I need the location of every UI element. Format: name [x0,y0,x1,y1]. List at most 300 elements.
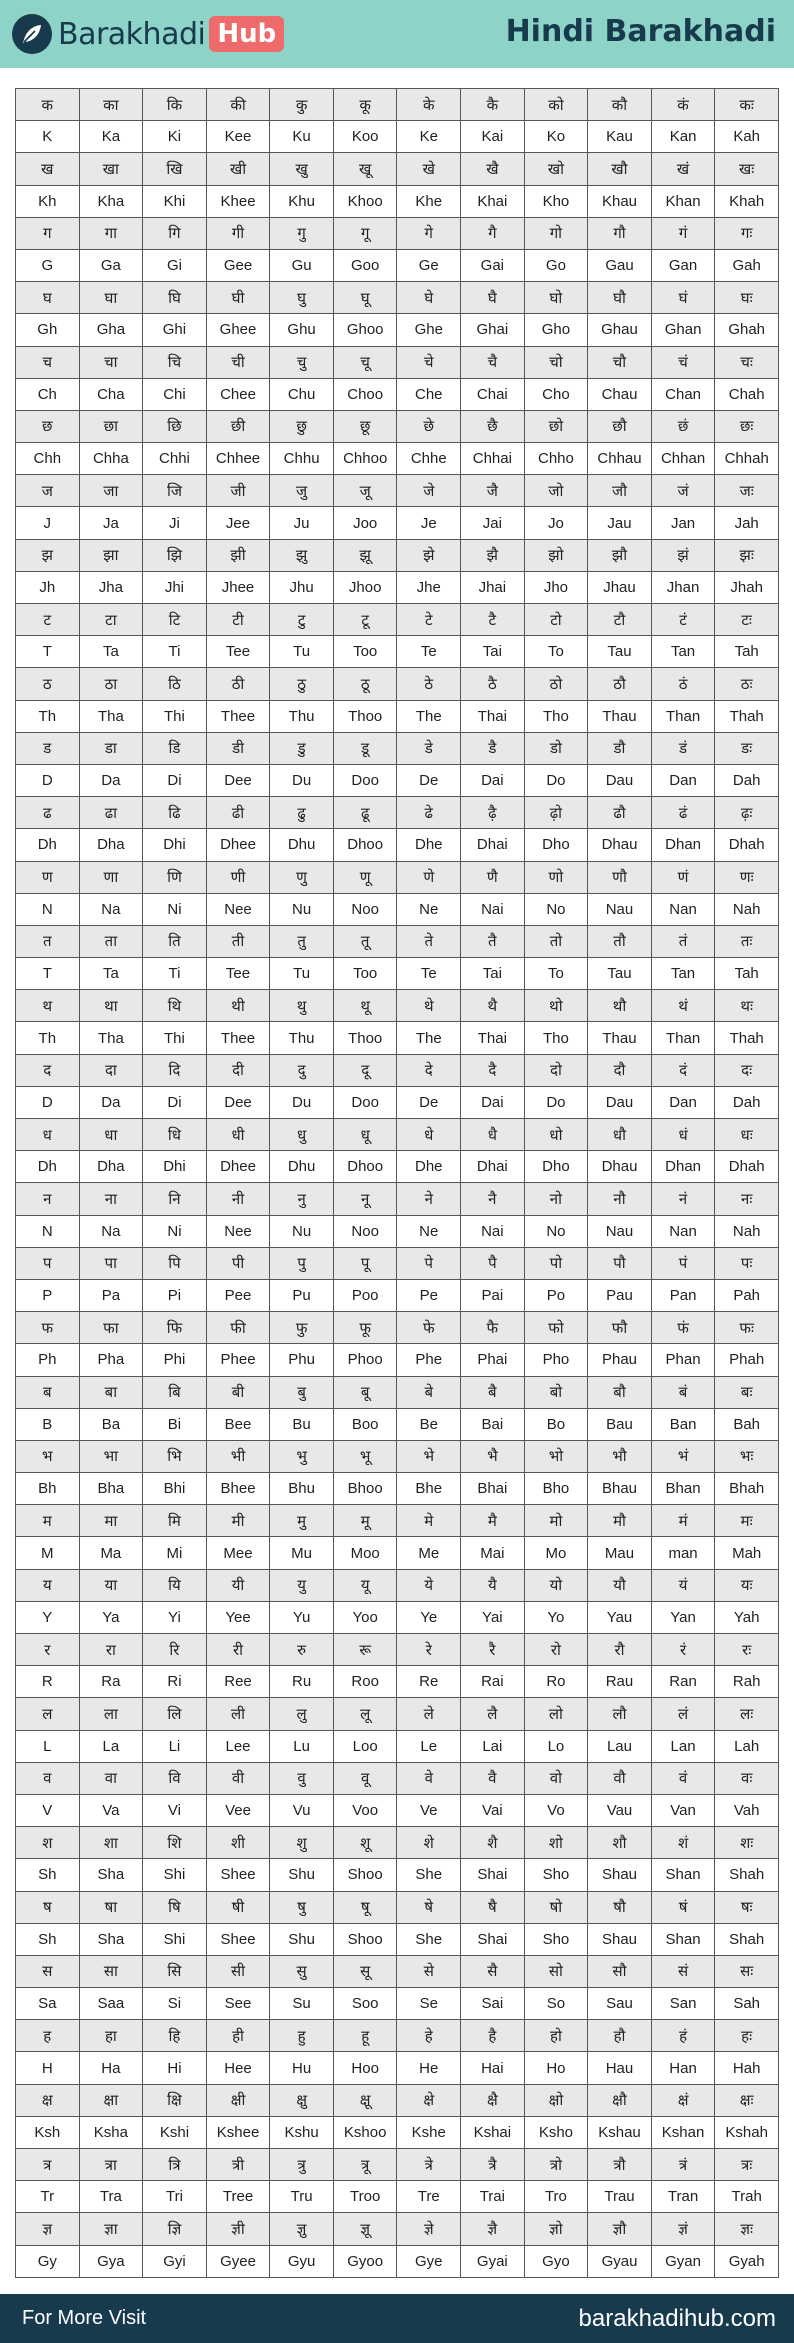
table-cell: Kshai [461,2116,525,2148]
table-cell: पू [333,1247,397,1279]
table-cell: Too [333,636,397,668]
table-cell: Po [524,1279,588,1311]
table-cell: Do [524,764,588,796]
table-cell: Van [651,1794,715,1826]
table-cell: Hau [588,2052,652,2084]
table-cell: Yee [206,1601,270,1633]
table-cell: Nu [270,893,334,925]
table-cell: घु [270,282,334,314]
table-cell: Gah [715,249,779,281]
table-cell: Shu [270,1923,334,1955]
table-cell: बौ [588,1376,652,1408]
table-cell: शि [143,1827,207,1859]
table-cell: जे [397,475,461,507]
table-cell: ही [206,2020,270,2052]
table-cell: Ri [143,1666,207,1698]
table-cell: Hai [461,2052,525,2084]
table-cell: The [397,700,461,732]
table-cell: Soo [333,1988,397,2020]
table-cell: वी [206,1762,270,1794]
table-cell: धो [524,1119,588,1151]
table-cell: Jha [79,571,143,603]
table-cell: शै [461,1827,525,1859]
table-cell: छी [206,410,270,442]
table-cell: Rai [461,1666,525,1698]
table-cell: Pu [270,1279,334,1311]
table-cell: त्रे [397,2149,461,2181]
table-cell: ढा [79,797,143,829]
table-cell: Shi [143,1859,207,1891]
table-cell: कं [651,89,715,121]
table-cell: ध [16,1119,80,1151]
table-cell: Pau [588,1279,652,1311]
table-cell: Than [651,1022,715,1054]
table-cell: च [16,346,80,378]
table-row-hindi [16,1183,779,1215]
table-cell: णै [461,861,525,893]
table-cell: Gai [461,249,525,281]
table-cell: शः [715,1827,779,1859]
table-cell: Dhan [651,829,715,861]
table-cell: Rau [588,1666,652,1698]
table-cell: टा [79,604,143,636]
table-cell: Shoo [333,1859,397,1891]
table-cell: दे [397,1054,461,1086]
table-cell: Jee [206,507,270,539]
table-cell: So [524,1988,588,2020]
table-cell: Tra [79,2181,143,2213]
table-cell: Vai [461,1794,525,1826]
table-cell: टं [651,604,715,636]
table-cell: Pho [524,1344,588,1376]
table-cell: Dah [715,1086,779,1118]
table-cell: Tu [270,958,334,990]
table-cell: Lai [461,1730,525,1762]
table-cell: Ke [397,121,461,153]
table-row-hindi [16,475,779,507]
table-row-hindi [16,2149,779,2181]
table-cell: ज्ञै [461,2213,525,2245]
table-cell: धे [397,1119,461,1151]
table-cell: Ghu [270,314,334,346]
table-cell: पो [524,1247,588,1279]
table-cell: मु [270,1505,334,1537]
table-cell: Choo [333,378,397,410]
table-cell: टे [397,604,461,636]
table-cell: त्रा [79,2149,143,2181]
table-cell: Khan [651,185,715,217]
table-cell: Pai [461,1279,525,1311]
table-cell: Ve [397,1794,461,1826]
table-cell: Dho [524,1151,588,1183]
table-cell: सु [270,1955,334,1987]
table-cell: Kshah [715,2116,779,2148]
page-title: Hindi Barakhadi [505,14,776,49]
table-cell: थः [715,990,779,1022]
logo-text: Barakhadi [58,16,206,52]
table-cell: टै [461,604,525,636]
table-row-hindi [16,1505,779,1537]
table-cell: Mai [461,1537,525,1569]
table-cell: Chu [270,378,334,410]
table-cell: ढ़ो [524,797,588,829]
table-cell: झे [397,539,461,571]
table-cell: Chhi [143,443,207,475]
table-cell: टो [524,604,588,636]
table-cell: Ju [270,507,334,539]
table-cell: Sau [588,1988,652,2020]
table-cell: दौ [588,1054,652,1086]
table-cell: Thoo [333,1022,397,1054]
table-cell: ठै [461,668,525,700]
table-cell: Gyai [461,2245,525,2277]
header-bar [0,0,794,68]
table-cell: Phe [397,1344,461,1376]
table-cell: Yu [270,1601,334,1633]
table-cell: दः [715,1054,779,1086]
table-cell: San [651,1988,715,2020]
table-cell: धा [79,1119,143,1151]
table-cell: Shah [715,1859,779,1891]
table-cell: Dh [16,1151,80,1183]
table-cell: Tai [461,958,525,990]
table-cell: Khu [270,185,334,217]
table-cell: थौ [588,990,652,1022]
table-cell: Khee [206,185,270,217]
table-cell: Chhee [206,443,270,475]
table-cell: धौ [588,1119,652,1151]
table-cell: Thi [143,1022,207,1054]
table-cell: Lan [651,1730,715,1762]
table-cell: Nau [588,1215,652,1247]
table-cell: Jhah [715,571,779,603]
table-cell: ज्ञू [333,2213,397,2245]
table-cell: Goo [333,249,397,281]
table-cell: Ghee [206,314,270,346]
table-cell: Mah [715,1537,779,1569]
table-cell: षै [461,1891,525,1923]
table-cell: Doo [333,1086,397,1118]
table-cell: Trai [461,2181,525,2213]
table-cell: Jhu [270,571,334,603]
table-cell: छौ [588,410,652,442]
table-cell: Yai [461,1601,525,1633]
table-cell: Phu [270,1344,334,1376]
table-cell: भै [461,1440,525,1472]
table-cell: क्षे [397,2084,461,2116]
table-cell: Khe [397,185,461,217]
table-cell: घः [715,282,779,314]
table-cell: Pi [143,1279,207,1311]
table-cell: डं [651,732,715,764]
table-cell: नो [524,1183,588,1215]
table-cell: षौ [588,1891,652,1923]
table-cell: Da [79,764,143,796]
table-cell: N [16,1215,80,1247]
table-cell: Dhi [143,1151,207,1183]
table-cell: Vu [270,1794,334,1826]
table-cell: णे [397,861,461,893]
table-cell: Dai [461,764,525,796]
table-cell: सै [461,1955,525,1987]
table-cell: Chhau [588,443,652,475]
table-row-hindi [16,1119,779,1151]
table-cell: Bhan [651,1473,715,1505]
table-row-hindi [16,1054,779,1086]
table-cell: य [16,1569,80,1601]
table-cell: क्षौ [588,2084,652,2116]
table-cell: गि [143,217,207,249]
table-cell: षे [397,1891,461,1923]
table-cell: जो [524,475,588,507]
table-cell: झू [333,539,397,571]
table-cell: Ni [143,1215,207,1247]
table-cell: धि [143,1119,207,1151]
table-cell: Gyu [270,2245,334,2277]
table-cell: ची [206,346,270,378]
table-row-transliteration [16,249,779,281]
table-cell: Tre [397,2181,461,2213]
table-cell: भि [143,1440,207,1472]
table-cell: लि [143,1698,207,1730]
table-cell: Tro [524,2181,588,2213]
table-cell: था [79,990,143,1022]
table-cell: Phee [206,1344,270,1376]
table-cell: Bo [524,1408,588,1440]
table-cell: D [16,764,80,796]
table-cell: Kshan [651,2116,715,2148]
table-cell: घै [461,282,525,314]
table-cell: ने [397,1183,461,1215]
table-cell: म [16,1505,80,1537]
table-cell: शू [333,1827,397,1859]
table-cell: षि [143,1891,207,1923]
table-cell: Jhan [651,571,715,603]
table-cell: Ta [79,958,143,990]
table-cell: Kshoo [333,2116,397,2148]
table-row-hindi [16,2020,779,2052]
table-cell: सः [715,1955,779,1987]
table-cell: गा [79,217,143,249]
table-cell: Mau [588,1537,652,1569]
logo[interactable] [12,12,284,56]
table-cell: Tai [461,636,525,668]
table-cell: बू [333,1376,397,1408]
table-cell: क्ष [16,2084,80,2116]
table-cell: कू [333,89,397,121]
table-cell: Lu [270,1730,334,1762]
table-cell: खै [461,153,525,185]
table-cell: डू [333,732,397,764]
table-cell: दी [206,1054,270,1086]
table-cell: ज्ञे [397,2213,461,2245]
table-cell: डौ [588,732,652,764]
logo-badge: Hub [209,16,284,52]
table-cell: Yo [524,1601,588,1633]
table-cell: Ti [143,636,207,668]
table-cell: Phah [715,1344,779,1376]
table-cell: खू [333,153,397,185]
table-cell: चि [143,346,207,378]
table-cell: Chhe [397,443,461,475]
table-cell: को [524,89,588,121]
table-cell: Ha [79,2052,143,2084]
table-cell: क्षा [79,2084,143,2116]
barakhadi-sheet [0,68,794,2294]
table-cell: Bho [524,1473,588,1505]
table-cell: त्रौ [588,2149,652,2181]
table-cell: छः [715,410,779,442]
table-cell: ट [16,604,80,636]
table-cell: Na [79,893,143,925]
table-cell: खो [524,153,588,185]
table-cell: Kshe [397,2116,461,2148]
table-cell: यि [143,1569,207,1601]
table-row-transliteration [16,1730,779,1762]
table-cell: Phan [651,1344,715,1376]
table-cell: Dhee [206,1151,270,1183]
table-row-transliteration [16,700,779,732]
table-cell: कि [143,89,207,121]
table-cell: फे [397,1312,461,1344]
table-cell: रा [79,1634,143,1666]
table-cell: बो [524,1376,588,1408]
table-cell: षं [651,1891,715,1923]
table-cell: No [524,1215,588,1247]
table-cell: षू [333,1891,397,1923]
table-cell: Kshau [588,2116,652,2148]
table-cell: दू [333,1054,397,1086]
table-cell: T [16,958,80,990]
table-cell: See [206,1988,270,2020]
table-cell: Kha [79,185,143,217]
table-cell: त्री [206,2149,270,2181]
table-cell: प [16,1247,80,1279]
table-cell: Ro [524,1666,588,1698]
table-cell: ते [397,925,461,957]
table-row-hindi [16,1569,779,1601]
table-cell: Do [524,1086,588,1118]
table-cell: सौ [588,1955,652,1987]
table-cell: Pee [206,1279,270,1311]
table-cell: मि [143,1505,207,1537]
table-cell: ढ़ै [461,797,525,829]
table-row-hindi [16,732,779,764]
table-row-transliteration [16,958,779,990]
table-cell: षो [524,1891,588,1923]
table-cell: Ka [79,121,143,153]
table-cell: क्षु [270,2084,334,2116]
table-row-transliteration [16,1151,779,1183]
table-cell: H [16,2052,80,2084]
table-cell: Thee [206,1022,270,1054]
table-cell: यू [333,1569,397,1601]
table-cell: Vo [524,1794,588,1826]
table-cell: पि [143,1247,207,1279]
table-cell: घं [651,282,715,314]
table-row-hindi [16,861,779,893]
table-cell: Ree [206,1666,270,1698]
table-cell: जु [270,475,334,507]
table-cell: हः [715,2020,779,2052]
table-cell: वि [143,1762,207,1794]
table-cell: Chho [524,443,588,475]
table-cell: भं [651,1440,715,1472]
table-row-hindi [16,410,779,442]
table-cell: Va [79,1794,143,1826]
table-row-transliteration [16,1344,779,1376]
table-cell: णा [79,861,143,893]
table-cell: Hee [206,2052,270,2084]
table-cell: श [16,1827,80,1859]
table-cell: Bai [461,1408,525,1440]
table-cell: डः [715,732,779,764]
table-cell: सं [651,1955,715,1987]
website-link[interactable]: barakhadihub.com [578,2305,776,2332]
table-cell: रो [524,1634,588,1666]
table-cell: Chi [143,378,207,410]
table-cell: Cha [79,378,143,410]
table-cell: घो [524,282,588,314]
table-row-hindi [16,217,779,249]
table-cell: ला [79,1698,143,1730]
table-cell: Khah [715,185,779,217]
table-cell: Tru [270,2181,334,2213]
table-cell: Rah [715,1666,779,1698]
table-cell: Phau [588,1344,652,1376]
table-cell: जा [79,475,143,507]
table-cell: Ran [651,1666,715,1698]
table-cell: णी [206,861,270,893]
table-cell: Jhoo [333,571,397,603]
table-cell: बं [651,1376,715,1408]
table-cell: Bhe [397,1473,461,1505]
table-cell: Shai [461,1923,525,1955]
table-cell: ती [206,925,270,957]
table-cell: ज [16,475,80,507]
table-cell: Dah [715,764,779,796]
table-cell: फी [206,1312,270,1344]
table-cell: Thi [143,700,207,732]
table-row-hindi [16,797,779,829]
table-row-transliteration [16,893,779,925]
table-cell: Chhan [651,443,715,475]
table-cell: Kan [651,121,715,153]
table-cell: Tha [79,1022,143,1054]
table-cell: Ne [397,1215,461,1247]
table-cell: ज्ञ [16,2213,80,2245]
table-cell: यी [206,1569,270,1601]
table-cell: यो [524,1569,588,1601]
table-cell: झै [461,539,525,571]
table-cell: हा [79,2020,143,2052]
table-cell: खः [715,153,779,185]
table-cell: R [16,1666,80,1698]
table-cell: Lo [524,1730,588,1762]
table-cell: Ge [397,249,461,281]
table-cell: Jah [715,507,779,539]
table-cell: Kau [588,121,652,153]
table-cell: Thai [461,1022,525,1054]
table-cell: लै [461,1698,525,1730]
table-cell: Poo [333,1279,397,1311]
table-cell: पे [397,1247,461,1279]
table-cell: Ksh [16,2116,80,2148]
table-cell: Shai [461,1859,525,1891]
table-cell: Jhau [588,571,652,603]
table-cell: हो [524,2020,588,2052]
table-cell: Bhee [206,1473,270,1505]
